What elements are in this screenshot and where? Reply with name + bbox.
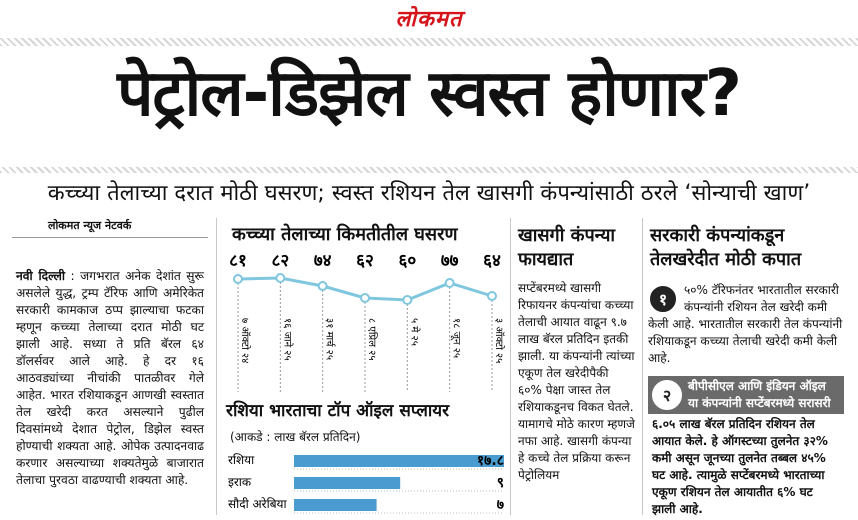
article-text: : जगभरात अनेक देशांत सुरू असलेले युद्ध, ट्रम्प टॅरिफ आणि अमेरिकेत सरकारी कामकाज ठप्प झाल्याचा फटका म्हणून कच्च्या तेलाच्या दरात मोठी घट झाली आहे. सध्या ते प्रति बॅरल ६४ डॉलर्सवर आले आहे. हे दर १६ आठवड्यांच्या नीचांकी पातळीवर गेले आहेत. भारत रशियाकडून आणखी स्वस्तात तेल खरेदी करत असल्याने पुढील दिवसांमध्ये देशात पेट्रोल, डिझेल स्वस्त होण्याची शक्यता आहे. ओपेक उत्पादनवाढ करणार असल्याच्या शक्यतेमुळे बाजारात तेलाचा पुरवठा वाढण्याची शक्यता आहे. — [16, 269, 204, 487]
value-label: ८२ — [271, 251, 290, 271]
top-divider — [0, 38, 858, 46]
column-divider — [510, 218, 511, 515]
column-divider — [216, 218, 217, 515]
byline: लोकमत न्यूज नेटवर्क — [12, 218, 208, 238]
private-section-text: सप्टेंबरमध्ये खासगी रिफायनर कंपन्यांचा कच्च्या तेलाची आयात वाढून ९.७ लाख बॅरल प्रतिदिन इतकी झाली. या कंपन्यांनी त्यांच्या एकूण तेल खरेदीपैकी ६०% पेक्षा जास्त तेल रशियाकडूनच विकत घेतले. यामागचे मोठे कारण म्हणजे नफा आहे. खासगी कंपन्या हे कच्चे तेल प्रक्रिया करून पेट्रोलियम — [518, 281, 635, 482]
bar-value-label: १७.८ — [476, 453, 504, 469]
newspaper-logo: लोकमत — [395, 6, 463, 32]
crude-price-line-chart — [222, 250, 512, 400]
govt-point-1 — [648, 282, 844, 367]
supplier-bar — [294, 477, 400, 489]
x-tick-label: ३१ मार्च २५ — [323, 318, 335, 361]
bar-value-label: ९ — [496, 475, 504, 491]
supplier-bar — [294, 455, 504, 467]
subheadline: कच्च्या तेलाच्या दरात मोठी घसरण; स्वस्त रशियन तेल खासगी कंपन्यांसाठी ठरले ‘सोन्याची खाण’ — [47, 181, 811, 206]
x-tick-label: १८ जून २५ — [450, 318, 462, 359]
x-tick-label: ८ एप्रिल २५ — [366, 318, 377, 361]
x-tick-label: ५ मे २५ — [408, 318, 420, 346]
value-label: ७७ — [440, 251, 459, 271]
bar-category-label: इराक — [228, 475, 252, 489]
headline: पेट्रोल-डिझेल स्वस्त होणार? — [117, 57, 741, 131]
govt-section-title: सरकारी कंपन्यांकडून तेलखरेदीत मोठी कपात — [650, 225, 802, 270]
point-number-badge: १ — [648, 284, 678, 314]
oil-supplier-bar-chart — [222, 448, 512, 515]
value-label: ६० — [398, 251, 417, 271]
data-point — [403, 296, 411, 304]
line-chart-title: कच्च्या तेलाच्या किमतीतील घसरण — [232, 224, 458, 245]
govt-point-1-text: ५०% टॅरिफनंतर भारतातील सरकारी कंपन्यांनी रशियन तेल खरेदी कमी केली आहे. भारतातील सरकारी तेल कंपन्यांनी रशियाकडून कच्च्या तेलाची खरेदी कमी केली आहे. — [648, 283, 843, 365]
govt-point-2 — [648, 376, 844, 520]
govt-section-title-wrap — [650, 224, 850, 272]
bar-chart-unit: (आकडे : लाख बॅरल प्रतिदिन) — [230, 430, 361, 444]
column-divider — [642, 218, 643, 515]
value-label: ८१ — [229, 251, 247, 271]
dateline: नवी दिल्ली — [16, 269, 66, 283]
data-point — [276, 274, 284, 282]
private-companies-section — [518, 224, 636, 484]
govt-point-2-lead: बीपीसीएल आणि इंडियन ऑइल या कंपन्यांनी सप्टेंबरमध्ये सरासरी — [688, 379, 831, 410]
supplier-bar — [294, 499, 377, 511]
data-point — [234, 275, 242, 283]
data-point — [446, 279, 454, 287]
value-label: ६४ — [483, 251, 501, 271]
data-point — [319, 282, 327, 290]
govt-point-2-text: ६.०५ लाख बॅरल प्रतिदिन रशियन तेल आयात केले. हे ऑगस्टच्या तुलनेत ३२% कमी असून जूनच्या तुलनेत तब्बल ४५% घट आहे. त्यामुळे सप्टेंबरमध्ये भारताच्या एकूण रशियन तेल आयातीत ६% घट झाली आहे. — [652, 417, 828, 516]
x-tick-label: ३ ऑक्टो २५ — [493, 318, 504, 364]
article-body — [12, 268, 208, 489]
article-column — [12, 218, 208, 489]
bar-category-label: रशिया — [228, 453, 255, 467]
bar-category-label: सौदी अरेबिया — [228, 497, 287, 511]
point-number-badge: २ — [652, 380, 682, 410]
bar-chart-title: रशिया भारताचा टॉप ऑइल सप्लायर — [226, 401, 450, 421]
value-label: ६२ — [356, 251, 374, 271]
bar-value-label: ७ — [496, 497, 504, 513]
data-point — [488, 292, 496, 300]
x-tick-label: १६ जाने २५ — [281, 318, 293, 361]
data-point — [361, 294, 369, 302]
headline-divider — [0, 167, 858, 173]
x-tick-label: ७ ऑक्टो २४ — [239, 318, 250, 364]
private-section-title: खासगी कंपन्या फायद्यात — [518, 225, 616, 270]
value-label: ७४ — [313, 251, 332, 271]
masthead — [0, 0, 858, 36]
